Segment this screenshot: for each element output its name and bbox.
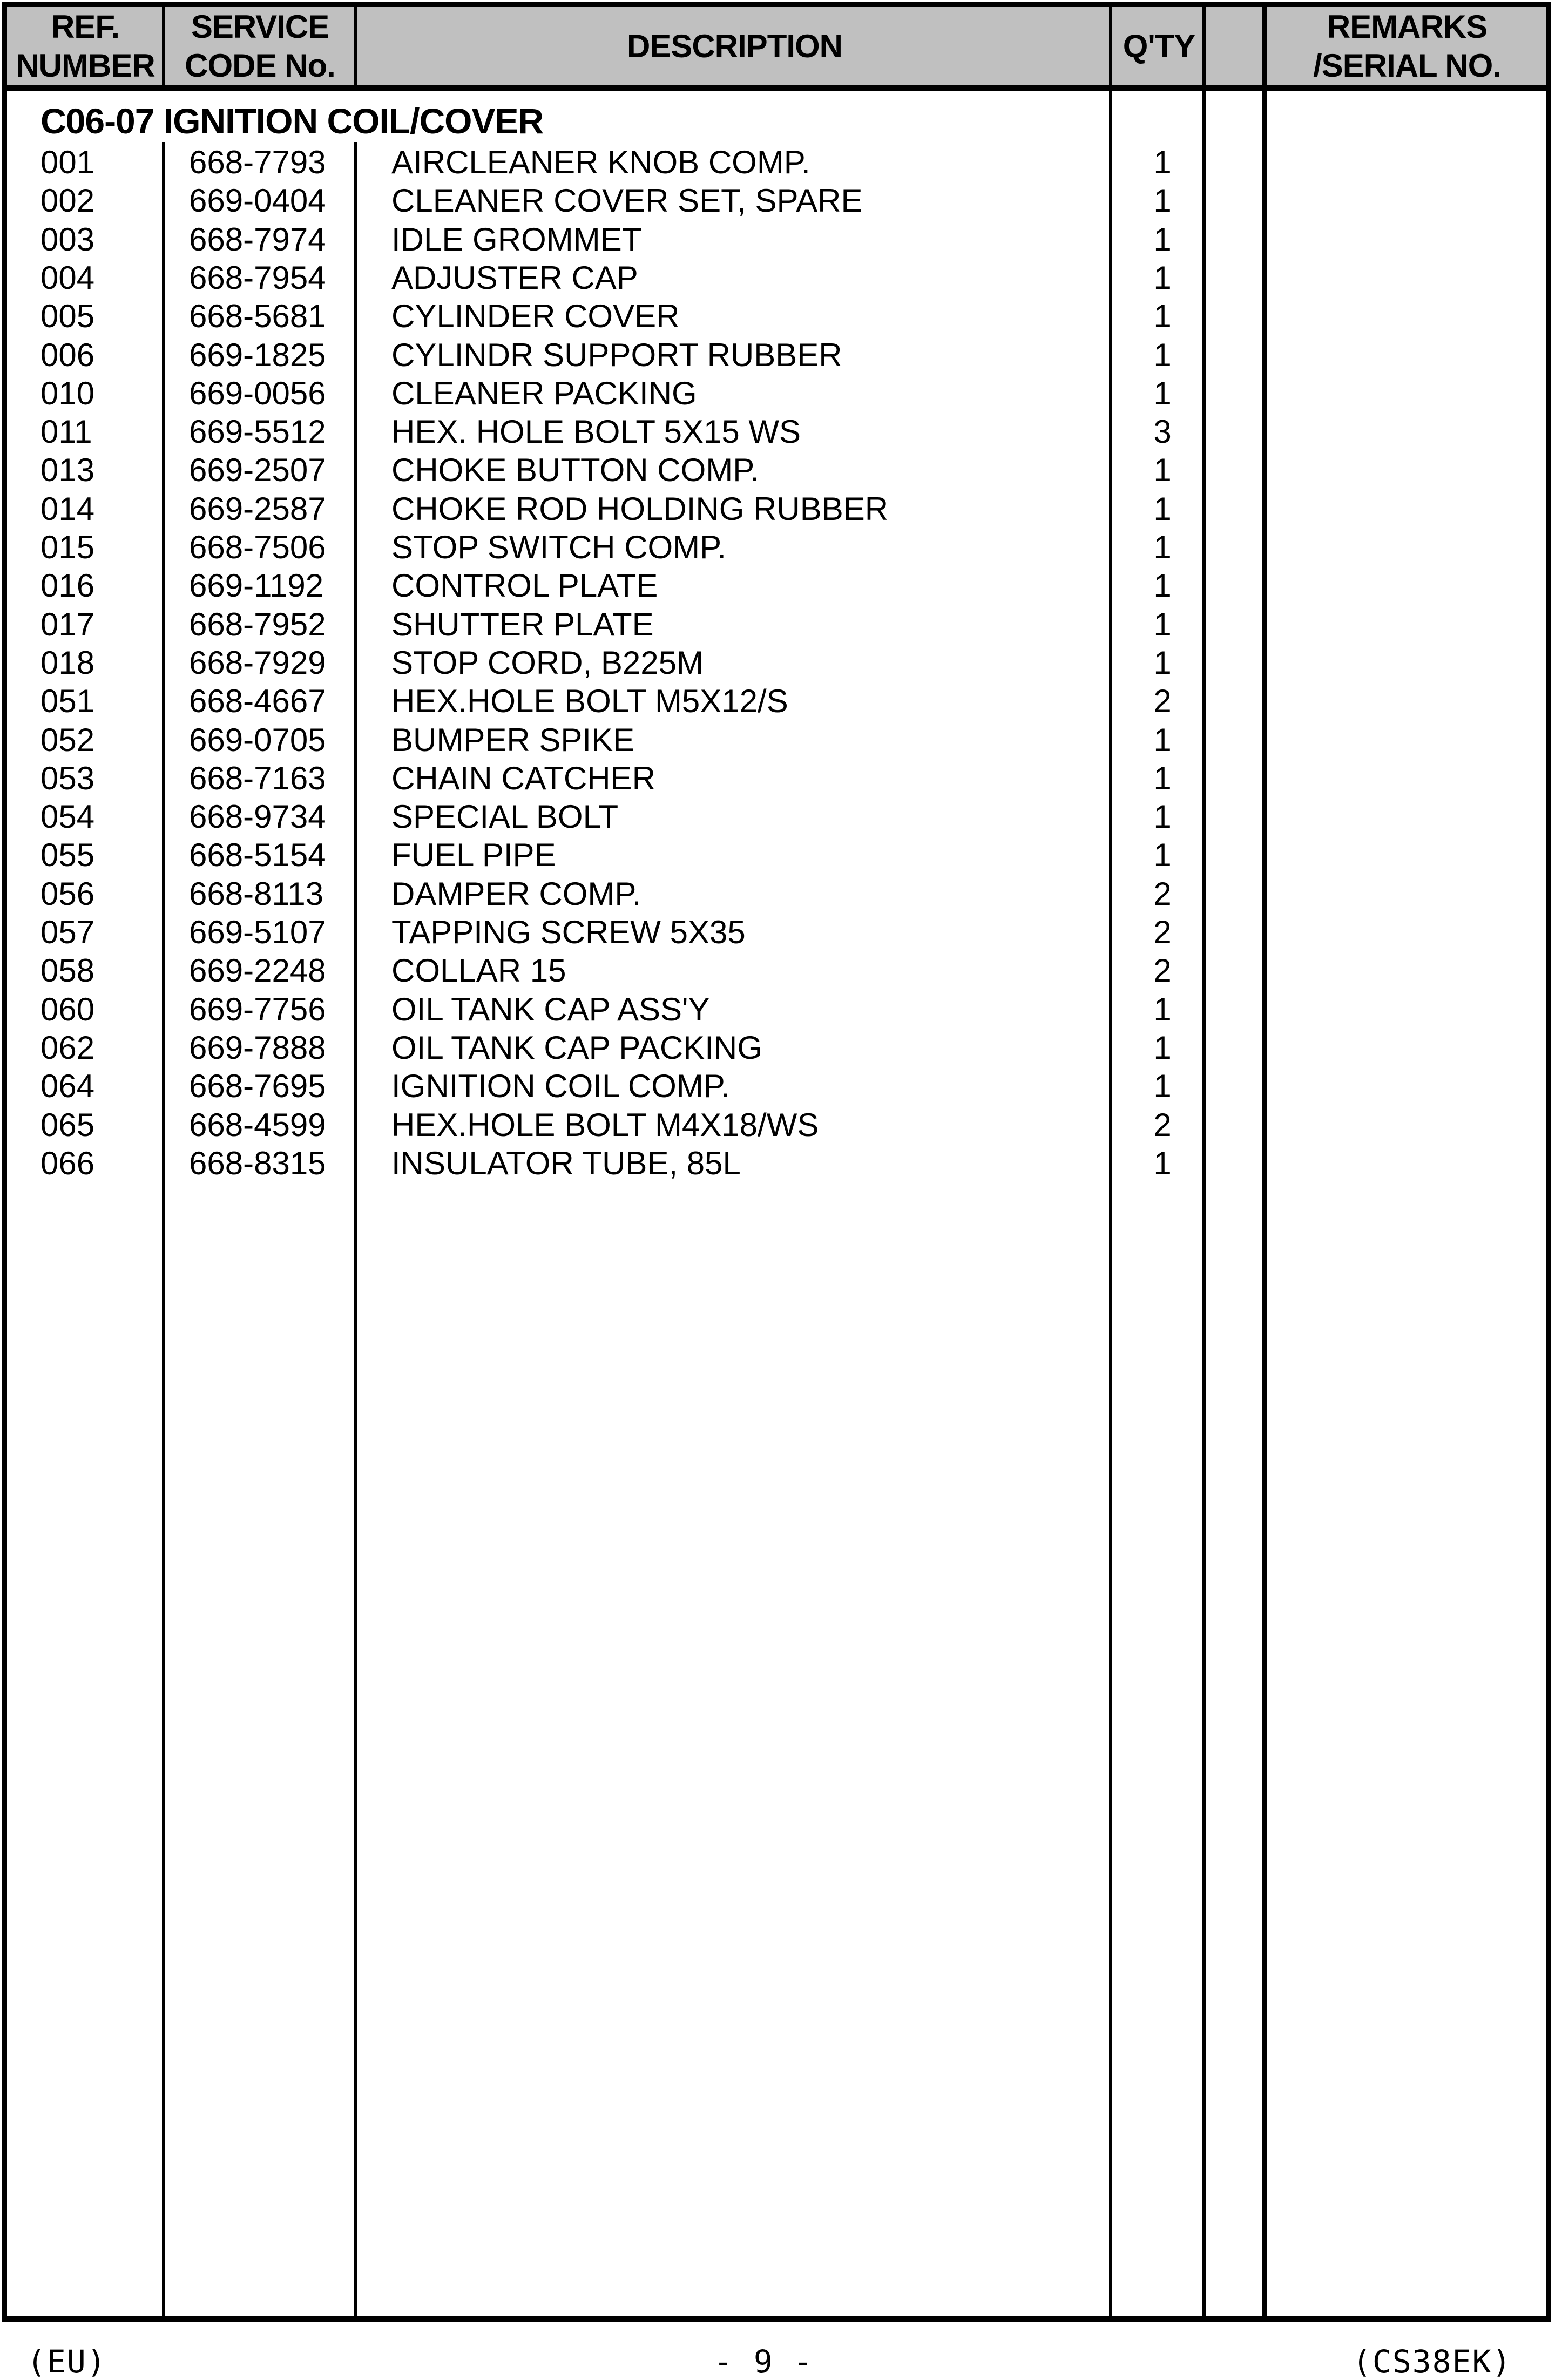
service-code-cell: 668-7506 (189, 529, 326, 565)
description-cell: SHUTTER PLATE (391, 606, 654, 643)
qty-cell: 2 (1153, 1106, 1172, 1143)
ref-number-cell: 058 (40, 952, 95, 989)
description-cell: SPECIAL BOLT (391, 799, 619, 835)
qty-cell: 1 (1153, 221, 1172, 258)
header-qty: Q'TY (1123, 28, 1195, 64)
parts-list-table (2, 2, 1551, 2322)
qty-cell: 1 (1153, 452, 1172, 489)
table-row (7, 181, 1546, 220)
ref-number-cell: 051 (40, 683, 95, 720)
header-remarks-line1: REMARKS (1327, 8, 1488, 45)
table-row (7, 374, 1546, 413)
header-ref-line1: REF. (51, 8, 119, 45)
service-code-cell: 668-7952 (189, 606, 326, 643)
qty-cell: 1 (1153, 298, 1172, 335)
description-cell: CONTROL PLATE (391, 567, 658, 604)
description-cell: CLEANER COVER SET, SPARE (391, 182, 863, 219)
header-divider (1202, 7, 1206, 85)
service-code-cell: 669-7888 (189, 1029, 326, 1066)
header-remarks-line2: /SERIAL NO. (1313, 47, 1501, 84)
service-code-cell: 668-5681 (189, 298, 326, 335)
description-cell: AIRCLEANER KNOB COMP. (391, 144, 810, 180)
table-row (7, 875, 1546, 913)
qty-cell: 1 (1153, 259, 1172, 296)
description-cell: CHOKE ROD HOLDING RUBBER (391, 490, 889, 527)
ref-number-cell: 006 (40, 336, 95, 373)
description-cell: ADJUSTER CAP (391, 259, 638, 296)
description-cell: FUEL PIPE (391, 837, 556, 874)
header-remarks (1268, 7, 1546, 85)
qty-cell: 1 (1153, 837, 1172, 874)
ref-number-cell: 010 (40, 375, 95, 411)
ref-number-cell: 052 (40, 721, 95, 758)
service-code-cell: 669-7756 (189, 991, 326, 1027)
service-code-cell: 668-5154 (189, 837, 326, 874)
description-cell: DAMPER COMP. (391, 875, 641, 912)
table-row (7, 1106, 1546, 1144)
section-title: C06-07 IGNITION COIL/COVER (40, 101, 544, 141)
description-cell: STOP SWITCH COMP. (391, 529, 727, 565)
ref-number-cell: 054 (40, 799, 95, 835)
table-row (7, 528, 1546, 566)
header-divider (1109, 7, 1112, 85)
table-row (7, 644, 1546, 682)
qty-cell: 1 (1153, 375, 1172, 411)
table-row (7, 1029, 1546, 1067)
service-code-cell: 668-7954 (189, 259, 326, 296)
description-cell: COLLAR 15 (391, 952, 566, 989)
service-code-cell: 668-7929 (189, 644, 326, 681)
table-header (7, 7, 1546, 91)
service-code-cell: 669-2507 (189, 452, 326, 489)
table-row (7, 1067, 1546, 1105)
service-code-cell: 669-2587 (189, 490, 326, 527)
table-row (7, 451, 1546, 489)
table-row (7, 413, 1546, 451)
table-row (7, 220, 1546, 259)
description-cell: IGNITION COIL COMP. (391, 1068, 730, 1105)
ref-number-cell: 004 (40, 259, 95, 296)
table-row (7, 721, 1546, 759)
ref-number-cell: 013 (40, 452, 95, 489)
ref-number-cell: 060 (40, 991, 95, 1027)
qty-cell: 2 (1153, 683, 1172, 720)
ref-number-cell: 066 (40, 1145, 95, 1181)
table-row (7, 297, 1546, 335)
description-cell: HEX. HOLE BOLT 5X15 WS (391, 414, 801, 450)
qty-cell: 1 (1153, 182, 1172, 219)
service-code-cell: 669-5512 (189, 414, 326, 450)
table-row (7, 913, 1546, 951)
description-cell: CYLINDR SUPPORT RUBBER (391, 336, 842, 373)
table-row (7, 605, 1546, 644)
ref-number-cell: 002 (40, 182, 95, 219)
table-row (7, 259, 1546, 297)
table-row (7, 682, 1546, 720)
qty-cell: 2 (1153, 914, 1172, 950)
footer-page-number: - 9 - (714, 2343, 814, 2380)
qty-cell: 1 (1153, 490, 1172, 527)
qty-cell: 1 (1153, 606, 1172, 643)
ref-number-cell: 062 (40, 1029, 95, 1066)
ref-number-cell: 011 (40, 414, 92, 450)
service-code-cell: 669-2248 (189, 952, 326, 989)
qty-cell: 1 (1153, 760, 1172, 796)
ref-number-cell: 053 (40, 760, 95, 796)
description-cell: CLEANER PACKING (391, 375, 697, 411)
ref-number-cell: 018 (40, 644, 95, 681)
footer-model: (CS38EK) (1353, 2343, 1512, 2380)
description-cell: TAPPING SCREW 5X35 (391, 914, 746, 950)
service-code-cell: 668-7793 (189, 144, 326, 180)
description-cell: OIL TANK CAP ASS'Y (391, 991, 710, 1027)
header-ref-line2: NUMBER (16, 47, 155, 84)
qty-cell: 3 (1153, 414, 1172, 450)
footer-region: (EU) (27, 2343, 107, 2380)
ref-number-cell: 017 (40, 606, 95, 643)
table-row (7, 336, 1546, 374)
qty-cell: 1 (1153, 529, 1172, 565)
description-cell: HEX.HOLE BOLT M5X12/S (391, 683, 788, 720)
service-code-cell: 669-0056 (189, 375, 326, 411)
description-cell: OIL TANK CAP PACKING (391, 1029, 762, 1066)
service-code-cell: 668-8315 (189, 1145, 326, 1181)
header-service-code (167, 7, 353, 85)
service-code-cell: 668-7163 (189, 760, 326, 796)
table-row (7, 797, 1546, 836)
table-row (7, 1144, 1546, 1182)
table-row (7, 566, 1546, 605)
table-row (7, 951, 1546, 990)
ref-number-cell: 015 (40, 529, 95, 565)
table-row (7, 990, 1546, 1029)
description-cell: INSULATOR TUBE, 85L (391, 1145, 741, 1181)
table-row (7, 759, 1546, 797)
service-code-cell: 669-0705 (189, 721, 326, 758)
description-cell: BUMPER SPIKE (391, 721, 635, 758)
header-code-line1: SERVICE (191, 8, 329, 45)
table-row (7, 836, 1546, 874)
qty-cell: 1 (1153, 1029, 1172, 1066)
ref-number-cell: 003 (40, 221, 95, 258)
description-cell: STOP CORD, B225M (391, 644, 704, 681)
qty-cell: 1 (1153, 721, 1172, 758)
service-code-cell: 668-4599 (189, 1106, 326, 1143)
header-blank (1207, 7, 1264, 85)
description-cell: CHAIN CATCHER (391, 760, 655, 796)
header-divider (1262, 7, 1267, 85)
service-code-cell: 669-1192 (189, 567, 324, 604)
ref-number-cell: 056 (40, 875, 95, 912)
service-code-cell: 668-7695 (189, 1068, 326, 1105)
table-row (7, 143, 1546, 181)
description-cell: CYLINDER COVER (391, 298, 680, 335)
service-code-cell: 669-5107 (189, 914, 326, 950)
ref-number-cell: 005 (40, 298, 95, 335)
qty-cell: 2 (1153, 952, 1172, 989)
qty-cell: 1 (1153, 144, 1172, 180)
header-code-line2: CODE No. (185, 47, 335, 84)
table-row (7, 490, 1546, 528)
service-code-cell: 668-9734 (189, 799, 326, 835)
qty-cell: 1 (1153, 1068, 1172, 1105)
header-divider (162, 7, 165, 85)
qty-cell: 2 (1153, 875, 1172, 912)
qty-cell: 1 (1153, 567, 1172, 604)
ref-number-cell: 065 (40, 1106, 95, 1143)
qty-cell: 1 (1153, 644, 1172, 681)
service-code-cell: 668-4667 (189, 683, 326, 720)
description-cell: CHOKE BUTTON COMP. (391, 452, 760, 489)
service-code-cell: 669-1825 (189, 336, 326, 373)
qty-cell: 1 (1153, 336, 1172, 373)
ref-number-cell: 055 (40, 837, 95, 874)
description-cell: HEX.HOLE BOLT M4X18/WS (391, 1106, 819, 1143)
service-code-cell: 668-7974 (189, 221, 326, 258)
header-ref-number (7, 7, 164, 85)
qty-cell: 1 (1153, 799, 1172, 835)
service-code-cell: 669-0404 (189, 182, 326, 219)
ref-number-cell: 001 (40, 144, 95, 180)
ref-number-cell: 016 (40, 567, 95, 604)
description-cell: IDLE GROMMET (391, 221, 642, 258)
ref-number-cell: 064 (40, 1068, 95, 1105)
ref-number-cell: 057 (40, 914, 95, 950)
service-code-cell: 668-8113 (189, 875, 324, 912)
header-description: DESCRIPTION (626, 28, 843, 64)
ref-number-cell: 014 (40, 490, 95, 527)
qty-cell: 1 (1153, 991, 1172, 1027)
qty-cell: 1 (1153, 1145, 1172, 1181)
header-divider (354, 7, 357, 85)
